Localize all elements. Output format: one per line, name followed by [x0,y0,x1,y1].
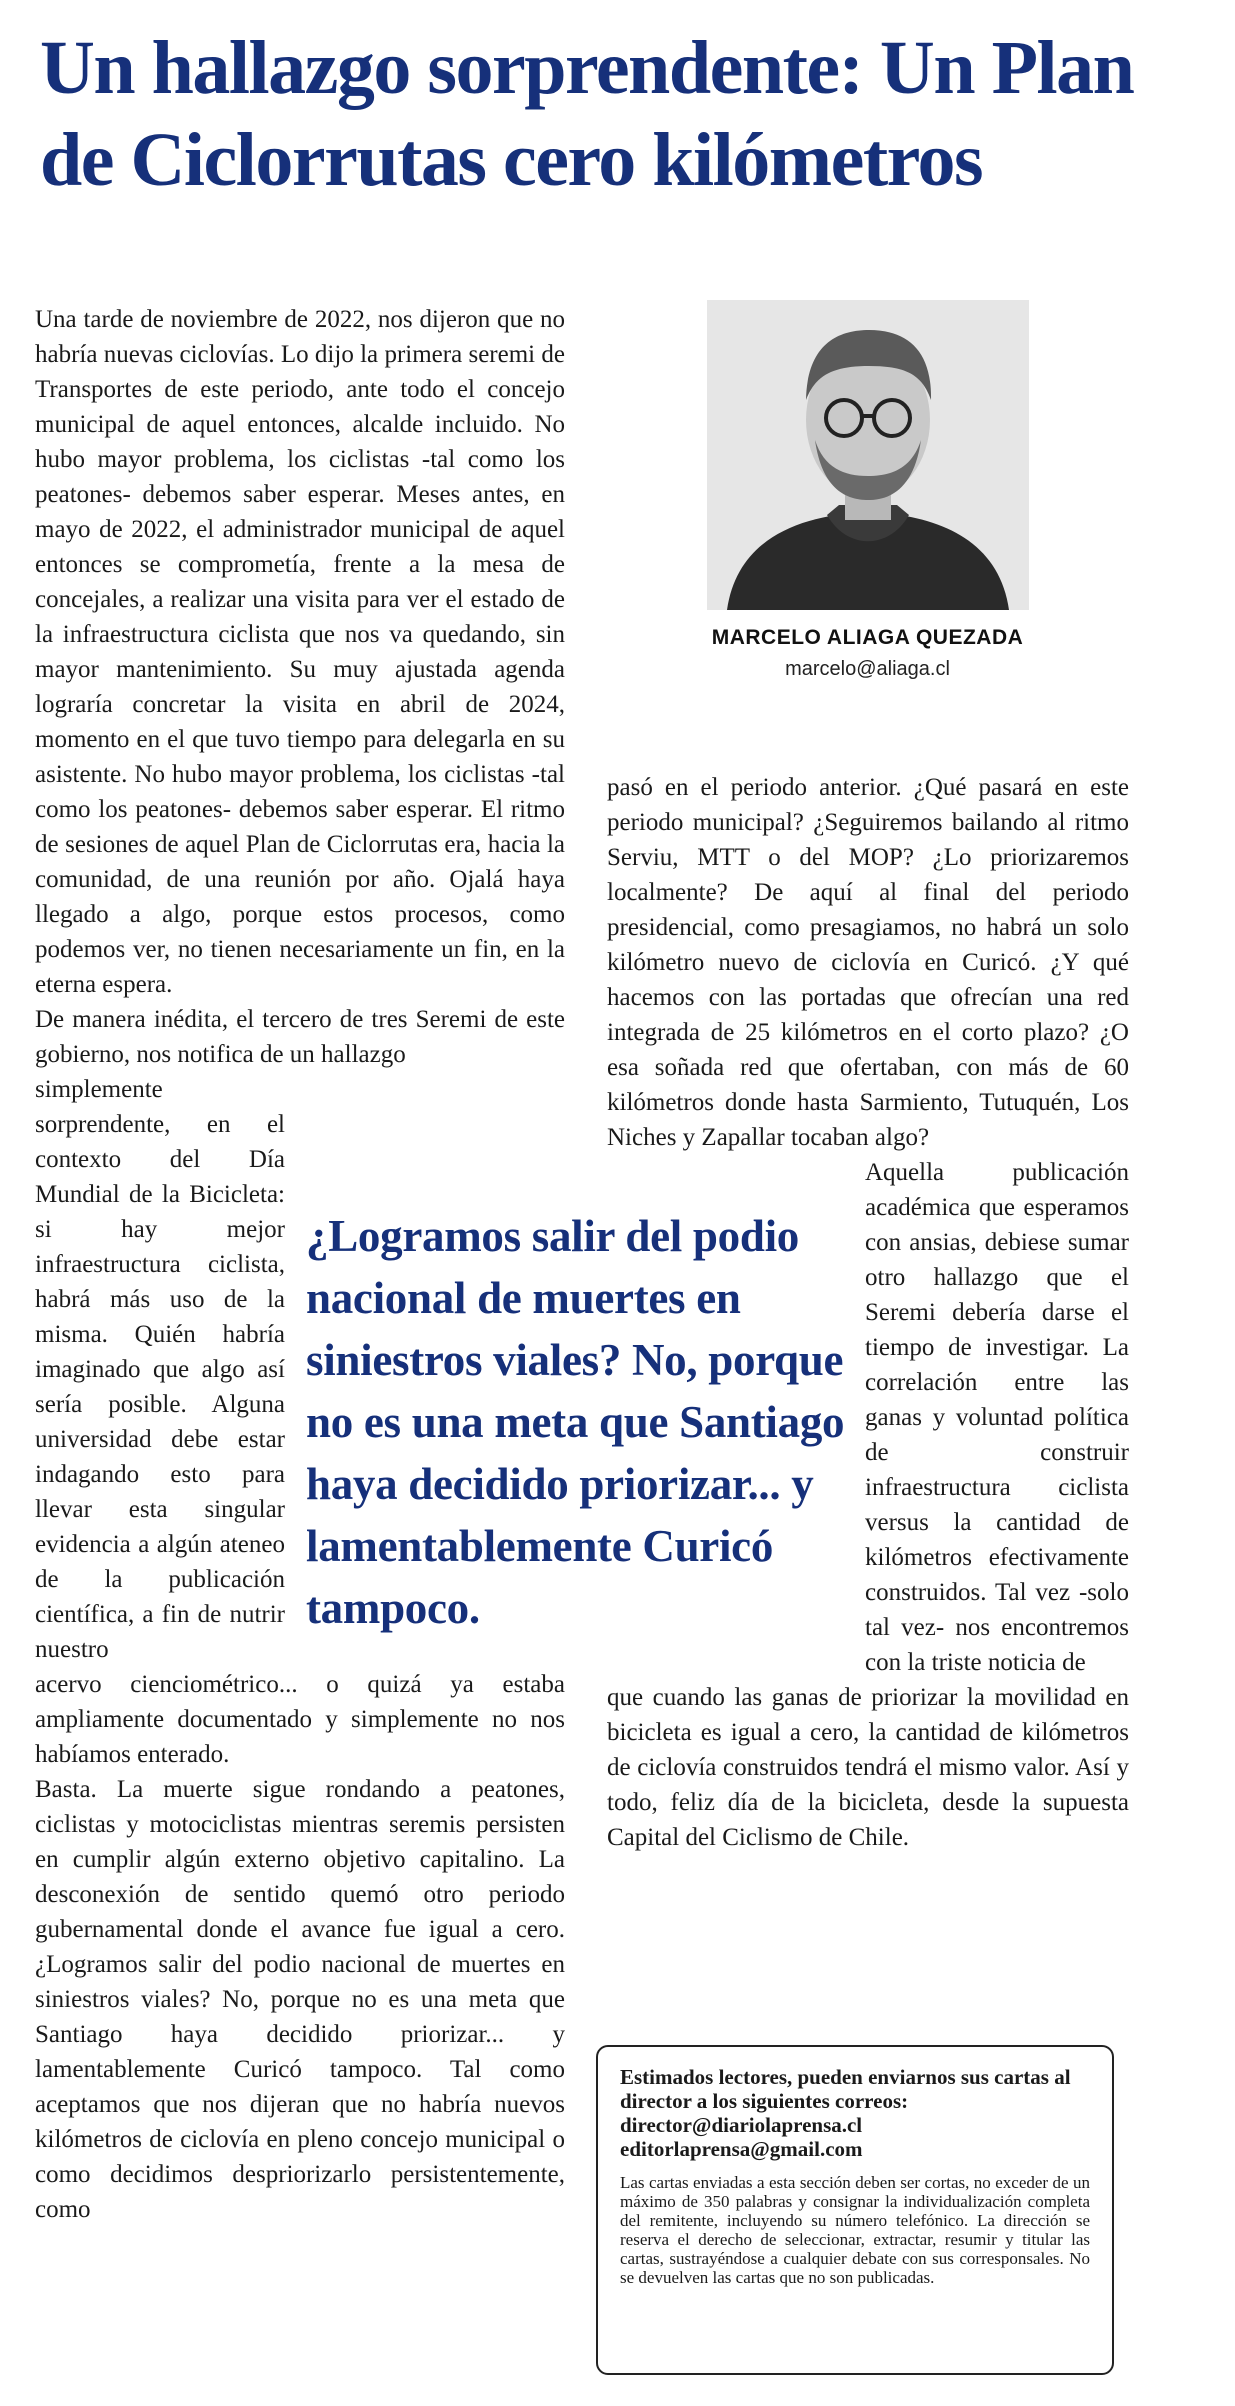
letters-email-editor[interactable]: editorlaprensa@gmail.com [620,2137,863,2161]
author-photo [707,300,1029,610]
letters-info-box [596,2045,1114,2375]
letters-intro: Estimados lectores, pueden enviarnos sus cartas al director a los siguientes correos: [620,2065,1071,2113]
paragraph-wrapped: simplemente sorprendente, en el contexto del Día Mundial de la Bicicleta: si hay mejor infraestructura ciclista, habrá más uso de la misma. Quién habría imaginado que algo así sería posible. Alguna universidad debe estar indagando esto para llevar esta singular evidencia a algún ateneo de la publicación científica, a fin de nutrir nuestro [35,1076,285,1663]
author-name: MARCELO ALIAGA QUEZADA [711,626,1024,649]
letters-email-director[interactable]: director@diariolaprensa.cl [620,2113,863,2137]
author-email[interactable]: marcelo@aliaga.cl [785,658,950,680]
paragraph: acervo cienciométrico... o quizá ya estaba ampliamente documentado y simplemente no nos habíamos enterado. [35,1671,565,1768]
paragraph: Una tarde de noviembre de 2022, nos dijeron que no habría nuevas ciclovías. Lo dijo la primera seremi de Transportes de este periodo, ante todo el concejo municipal de aquel entonces, alcalde incluido. No hubo mayor problema, los ciclistas -tal como los peatones- debemos saber esperar. Meses antes, en mayo de 2022, el administrador municipal de aquel entonces se comprometía, frente a la mesa de concejales, a realizar una visita para ver el estado de la infraestructura ciclista que nos va quedando, sin mayor mantenimiento. Su muy ajustada agenda lograría concretar la visita en abril de 2024, momento en el que tuvo tiempo para delegarla en su asistente. No hubo mayor problema, los ciclistas -tal como los peatones- debemos saber esperar. El ritmo de sesiones de aquel Plan de Ciclorrutas era, hacia la comunidad, de una reunión por año. Ojalá haya llegado a algo, porque estos procesos, como podemos ver, no tienen necesariamente un fin, en la eterna espera. [35,306,565,998]
headline: Un hallazgo sorprendente: Un Plan de Ciclorrutas cero kilómetros [40,26,1134,202]
pull-quote: ¿Logramos salir del podio nacional de muertes en siniestros viales? No, porque no es una meta que Santiago haya decidido priorizar... y lamentablemente Curicó tampoco. [306,1211,845,1633]
paragraph: pasó en el periodo anterior. ¿Qué pasará en este periodo municipal? ¿Seguiremos bailando al ritmo Serviu, MTT o del MOP? ¿Lo priorizaremos localmente? De aquí al final del periodo presidencial, como presagiamos, no habrá un solo kilómetro nuevo de ciclovía en Curicó. ¿Y qué hacemos con las portadas que ofrecían una red integrada de 25 kilómetros en el corto plazo? ¿O esa soñada red que ofertaban, con más de 60 kilómetros donde hasta Sarmiento, Tutuquén, Los Niches y Zapallar tocaban algo? [607,774,1129,1151]
paragraph: Basta. La muerte sigue rondando a peatones, ciclistas y motociclistas mientras seremis persisten en cumplir algún externo objetivo capitalino. La desconexión de sentido quemó otro periodo gubernamental donde el avance fue igual a cero. ¿Logramos salir del podio nacional de muertes en siniestros viales? No, porque no es una meta que Santiago haya decidido priorizar... y lamentablemente Curicó tampoco. Tal como aceptamos que nos dijeran que no habría nuevos kilómetros de ciclovía en pleno concejo municipal o como decidimos despriorizarlo persistentemente, como [35,1776,565,2223]
author-portrait-image [707,300,1029,610]
paragraph-wrapped: Aquella publicación académica que esperamos con ansias, debiese sumar otro hallazgo que el Seremi debería darse el tiempo de investigar. La correlación entre las ganas y voluntad política de construir infraestructura ciclista versus la cantidad de kilómetros efectivamente construidos. Tal vez -solo tal vez- nos encontremos con la triste noticia de [865,1159,1129,1676]
letters-rules: Las cartas enviadas a esta sección deben ser cortas, no exceder de un máximo de 350 palabras y consignar la individualización completa del remitente, incluyendo su número telefónico. La dirección se reserva el derecho de seleccionar, extractar, resumir y titular las cartas, sustrayéndose a cualquier debate con sus corresponsales. No se devuelven las cartas que no son publicadas. [620,2173,1090,2287]
paragraph: De manera inédita, el tercero de tres Seremi de este gobierno, nos notifica de un hallazgo [35,1006,565,1068]
paragraph: que cuando las ganas de priorizar la movilidad en bicicleta es igual a cero, la cantidad de kilómetros de ciclovía construidos tendrá el mismo valor. Así y todo, feliz día de la bicicleta, desde la supuesta Capital del Ciclismo de Chile. [607,1684,1129,1851]
